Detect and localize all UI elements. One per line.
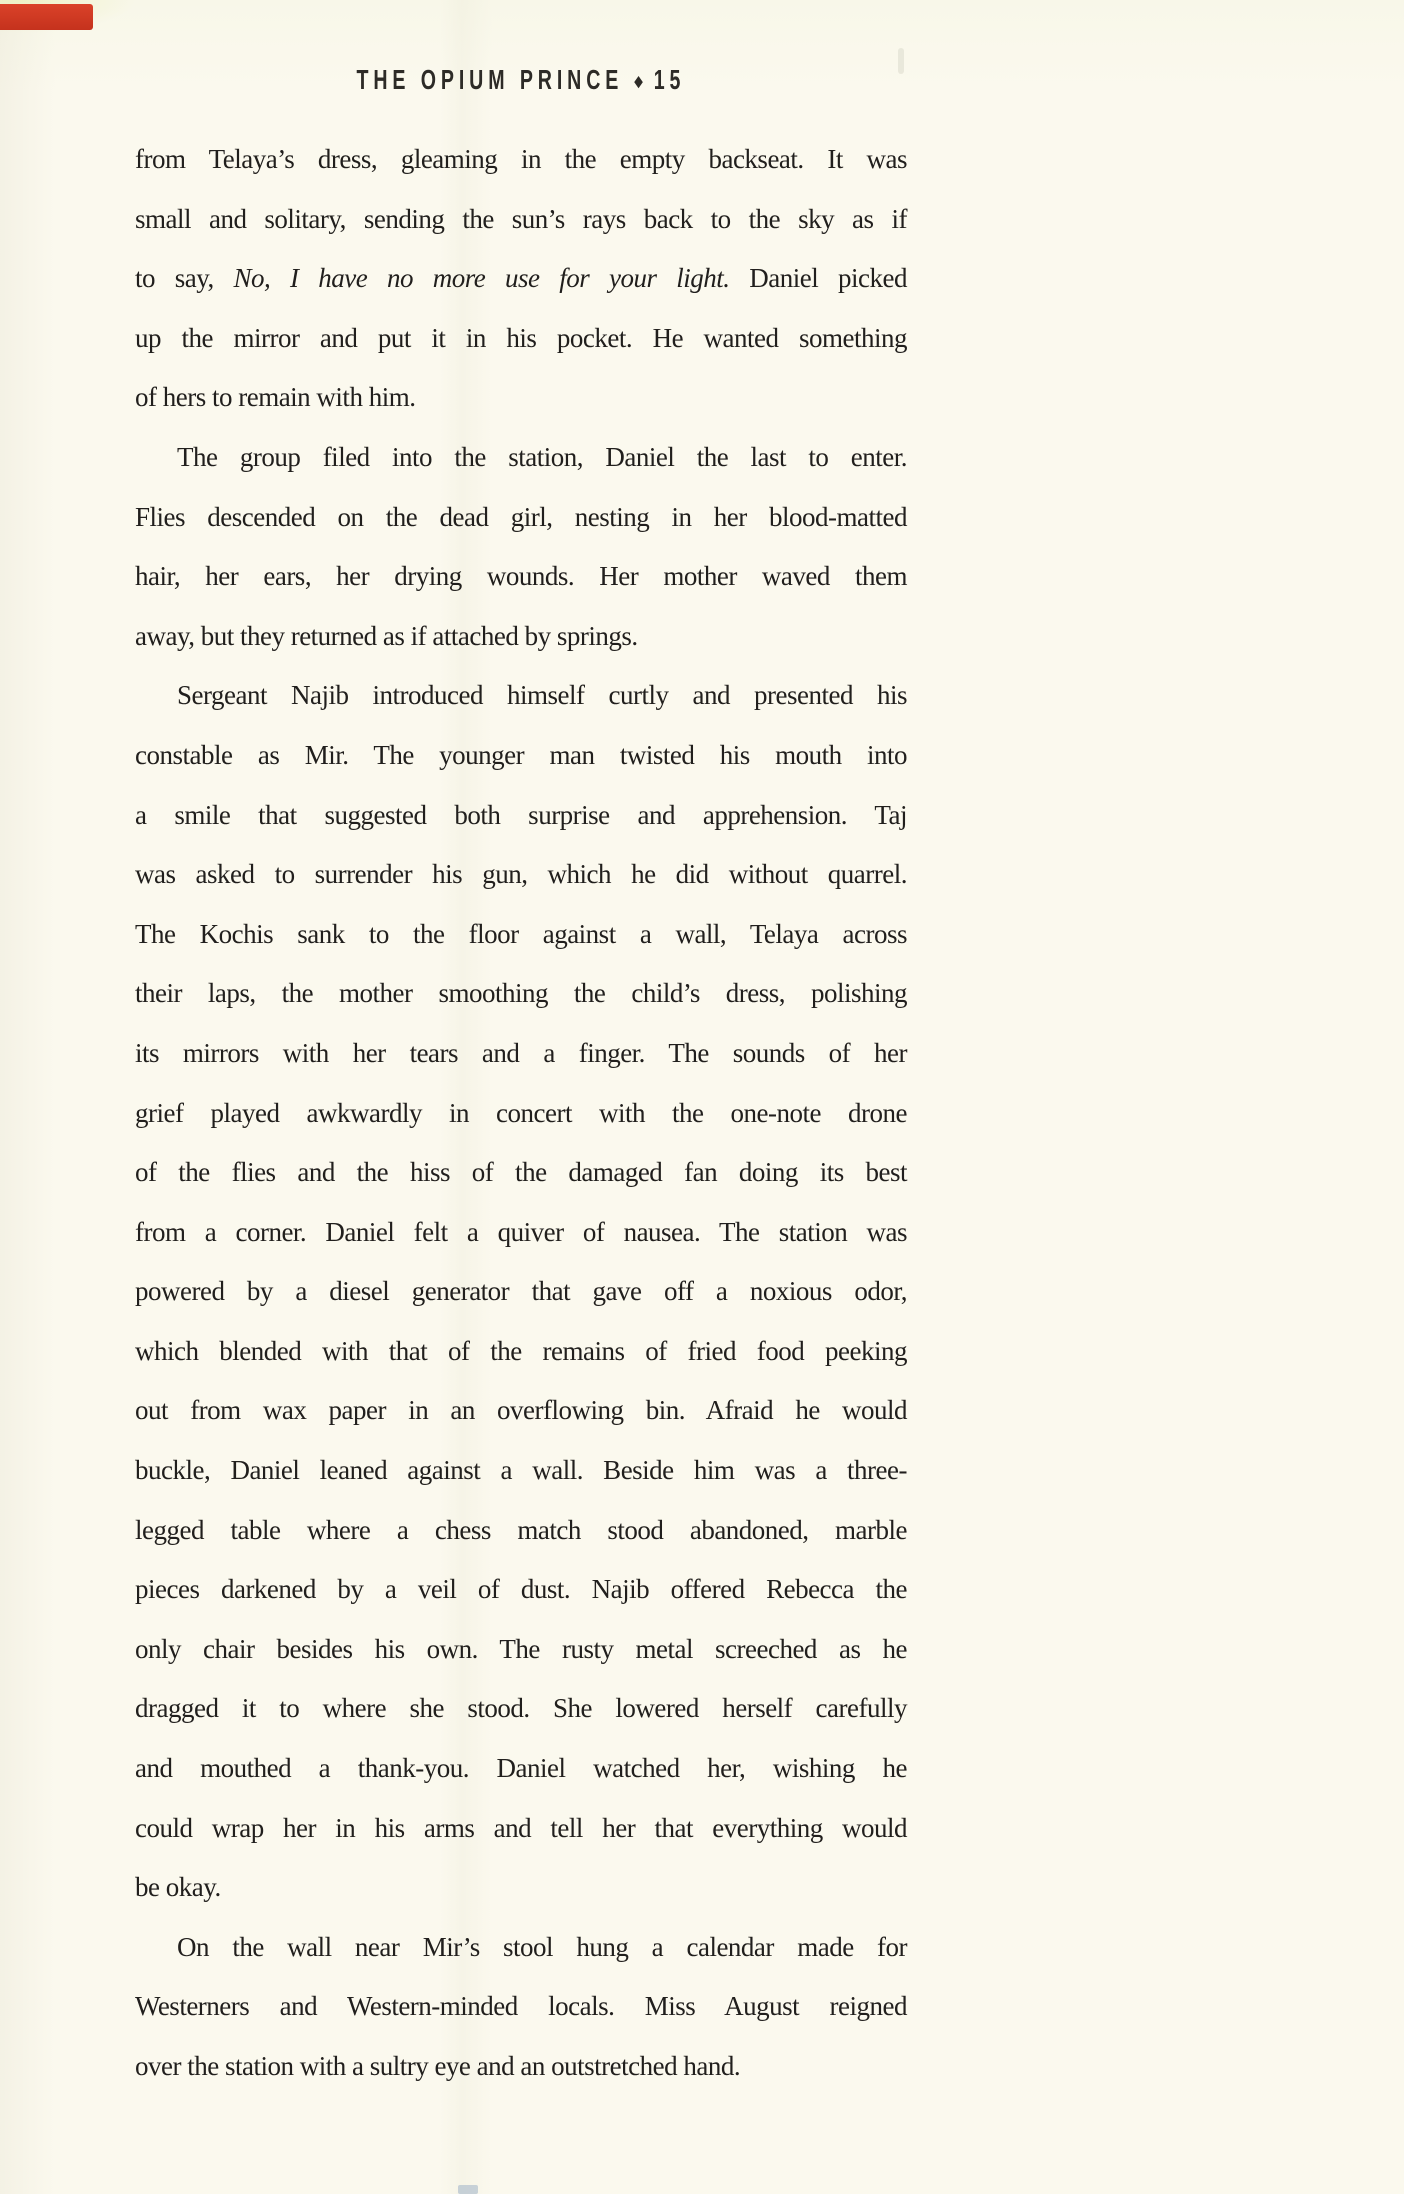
text-line: be okay. (135, 1872, 221, 1903)
text-line: On the wall near Mir’s stool hung a calendar made for (177, 1931, 907, 1962)
running-header (135, 64, 907, 96)
scan-smudge (898, 48, 904, 74)
text-line: only chair besides his own. The rusty metal screeched as he (135, 1633, 907, 1664)
diamond-icon: ◆ (634, 73, 643, 90)
text-line: The Kochis sank to the floor against a wall, Telaya across (135, 918, 907, 949)
text-line: powered by a diesel generator that gave off a noxious odor, (135, 1276, 907, 1307)
text-line: over the station with a sultry eye and an outstretched hand. (135, 2051, 741, 2081)
text-line: from Telaya’s dress, gleaming in the empty backseat. It was (135, 144, 907, 174)
text-line: buckle, Daniel leaned against a wall. Beside him was a three- (135, 1455, 907, 1486)
text-line: hair, her ears, her drying wounds. Her mother waved them (135, 561, 907, 592)
text-line: which blended with that of the remains of fried food peeking (135, 1335, 907, 1366)
paragraph (135, 1918, 907, 2097)
paragraph (135, 428, 907, 666)
text-line: up the mirror and put it in his pocket. He wanted something (135, 322, 907, 353)
text-line: from a corner. Daniel felt a quiver of nausea. The station was (135, 1216, 907, 1247)
text-line: Westerners and Western-minded locals. Miss August reigned (135, 1991, 907, 2022)
text-line: to say, No, I have no more use for your light. Daniel picked (135, 263, 907, 294)
text-line: grief played awkwardly in concert with the one-note drone (135, 1097, 907, 1128)
text-line: was asked to surrender his gun, which he did without quarrel. (135, 859, 907, 890)
text-line: The group filed into the station, Daniel the last to enter. (177, 441, 907, 472)
text-line: pieces darkened by a veil of dust. Najib offered Rebecca the (135, 1574, 907, 1605)
text-line: could wrap her in his arms and tell her that everything would (135, 1812, 907, 1843)
text-line: of hers to remain with him. (135, 382, 416, 413)
text-line: legged table where a chess match stood abandoned, marble (135, 1514, 907, 1545)
page-number: 15 (653, 64, 686, 95)
text-line: Flies descended on the dead girl, nesting in her blood-matted (135, 501, 907, 532)
text-line: small and solitary, sending the sun’s rays back to the sky as if (135, 203, 907, 234)
text-line: out from wax paper in an overflowing bin. Afraid he would (135, 1395, 907, 1426)
text-line: its mirrors with her tears and a finger. The sounds of her (135, 1037, 907, 1068)
text-line: Sergeant Najib introduced himself curtly and presented his (177, 680, 907, 711)
header-title: THE OPIUM PRINCE (356, 64, 624, 95)
paragraph (135, 666, 907, 1917)
running-header-text (357, 64, 686, 96)
text-line: of the flies and the hiss of the damaged fan doing its best (135, 1157, 907, 1188)
text-line: and mouthed a thank-you. Daniel watched her, wishing he (135, 1753, 907, 1784)
text-line: their laps, the mother smoothing the child’s dress, polishing (135, 978, 907, 1009)
text-line: away, but they returned as if attached by springs. (135, 620, 638, 651)
red-cover-corner (0, 4, 93, 30)
scan-artifact (458, 2185, 478, 2194)
paragraph (135, 130, 907, 428)
text-line: dragged it to where she stood. She lowered herself carefully (135, 1693, 907, 1724)
text-line: constable as Mir. The younger man twisted his mouth into (135, 739, 907, 770)
body-text (135, 130, 907, 2097)
text-line: a smile that suggested both surprise and apprehension. Taj (135, 799, 907, 830)
